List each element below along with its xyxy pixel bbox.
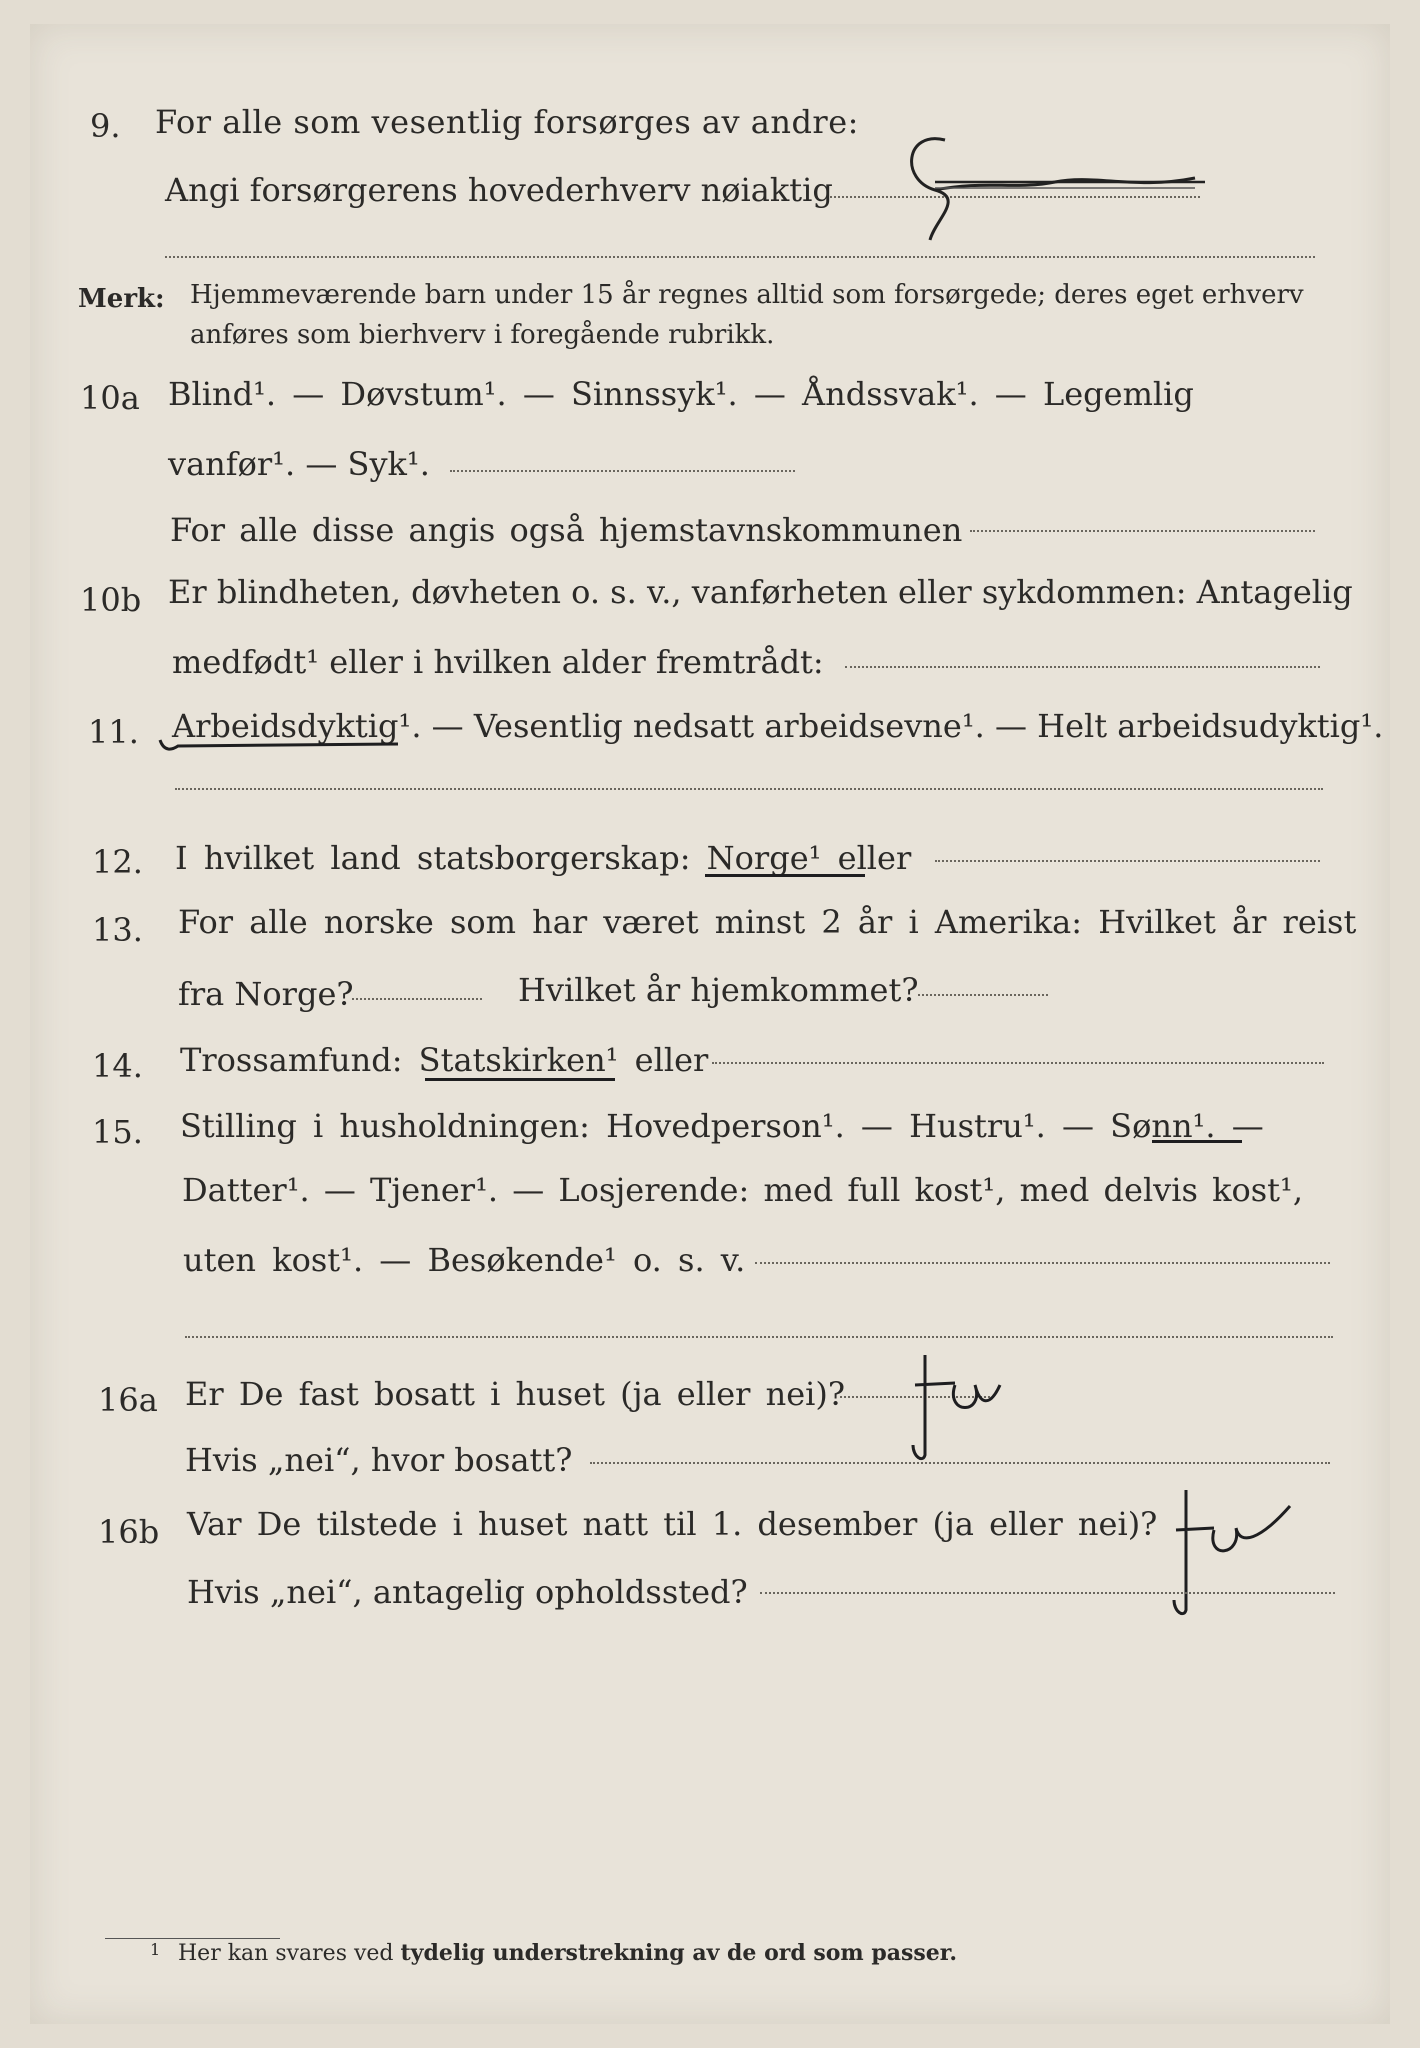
q14-underline	[425, 1078, 615, 1081]
q13-line2b-dots	[918, 994, 1048, 996]
q14-line1: Trossamfund: Statskirken¹ eller	[180, 1041, 709, 1079]
q10b-line1: Er blindheten, døvheten o. s. v., vanførheten eller sykdommen: Antagelig	[168, 573, 1353, 611]
note-line2: anføres som bierhverv i foregående rubrikk.	[190, 320, 775, 350]
footnote-text	[178, 1940, 957, 1966]
footnote-bold: tydelig understrekning av de ord som passer.	[400, 1940, 958, 1966]
q10a-line2: vanfør¹. — Syk¹.	[168, 445, 430, 483]
q16a-line2-dots	[590, 1462, 1330, 1464]
footnote-rule	[105, 1938, 280, 1939]
q15-number: 15.	[92, 1113, 143, 1151]
q13-line1: For alle norske som har været minst 2 år i Amerika: Hvilket år reist	[178, 903, 1357, 941]
q15-underline	[1152, 1140, 1242, 1143]
q10a-line3-dots	[970, 530, 1315, 532]
q9-line2: Angi forsørgerens hovederhverv nøiaktig	[165, 171, 833, 209]
q12-line1: I hvilket land statsborgerskap: Norge¹ eller	[175, 839, 912, 877]
q9-extra-line	[165, 256, 1315, 258]
footnote-plain: Her kan svares ved	[178, 1941, 394, 1966]
q13-line2b: Hvilket år hjemkommet?	[518, 971, 919, 1009]
q14-number: 14.	[92, 1047, 143, 1085]
q9-handwritten-answer	[895, 120, 1225, 260]
q15-line1: Stilling i husholdningen: Hovedperson¹. — Hustru¹. — Sønn¹. —	[180, 1107, 1264, 1145]
q10a-line2-dots	[450, 470, 795, 472]
q11-underline	[158, 732, 408, 756]
q10b-line2: medfødt¹ eller i hvilken alder fremtrådt:	[172, 643, 824, 681]
q11-number: 11.	[88, 713, 139, 751]
q11-line1: Arbeidsdyktig¹. — Vesentlig nedsatt arbeidsevne¹. — Helt arbeidsudyktig¹.	[172, 707, 1384, 745]
q13-line2a-dots	[352, 998, 482, 1000]
q16b-line2: Hvis „nei“, antagelig opholdssted?	[187, 1573, 748, 1611]
q16a-line2: Hvis „nei“, hvor bosatt?	[185, 1441, 573, 1479]
q15-extra-line	[185, 1336, 1333, 1338]
q10a-line3: For alle disse angis også hjemstavnskommunen	[170, 511, 963, 549]
q11-extra-line	[175, 788, 1323, 790]
q13-number: 13.	[92, 911, 143, 949]
q15-line3-dots	[755, 1262, 1330, 1264]
q12-number: 12.	[92, 843, 143, 881]
q10a-number: 10a	[80, 379, 140, 417]
q10a-line1: Blind¹. — Døvstum¹. — Sinnssyk¹. — Åndssvak¹. — Legemlig	[168, 375, 1194, 413]
q13-line2a: fra Norge?	[178, 975, 354, 1013]
q16b-line2-dots	[760, 1592, 1335, 1594]
q16b-number: 16b	[98, 1513, 160, 1551]
q12-underline	[705, 874, 865, 877]
q12-dots	[935, 860, 1320, 862]
note-label: Merk:	[78, 284, 165, 314]
q14-dots	[712, 1062, 1324, 1064]
q16a-handwritten-answer	[895, 1345, 1015, 1465]
note-line1: Hjemmeværende barn under 15 år regnes alltid som forsørgede; deres eget erhverv	[190, 280, 1304, 310]
q9-number: 9.	[90, 107, 121, 145]
q10b-number: 10b	[80, 581, 142, 619]
q16b-handwritten-answer	[1150, 1480, 1300, 1620]
q16b-line1: Var De tilstede i huset natt til 1. desember (ja eller nei)?	[187, 1505, 1158, 1543]
footnote-mark: 1	[150, 1940, 161, 1959]
q16a-line1: Er De fast bosatt i huset (ja eller nei)?	[185, 1375, 846, 1413]
q15-line3: uten kost¹. — Besøkende¹ o. s. v.	[183, 1241, 746, 1279]
q9-line1: For alle som vesentlig forsørges av andre:	[155, 103, 859, 141]
q10b-line2-dots	[845, 666, 1320, 668]
q15-line2: Datter¹. — Tjener¹. — Losjerende: med full kost¹, med delvis kost¹,	[182, 1171, 1304, 1209]
q16a-number: 16a	[98, 1381, 158, 1419]
